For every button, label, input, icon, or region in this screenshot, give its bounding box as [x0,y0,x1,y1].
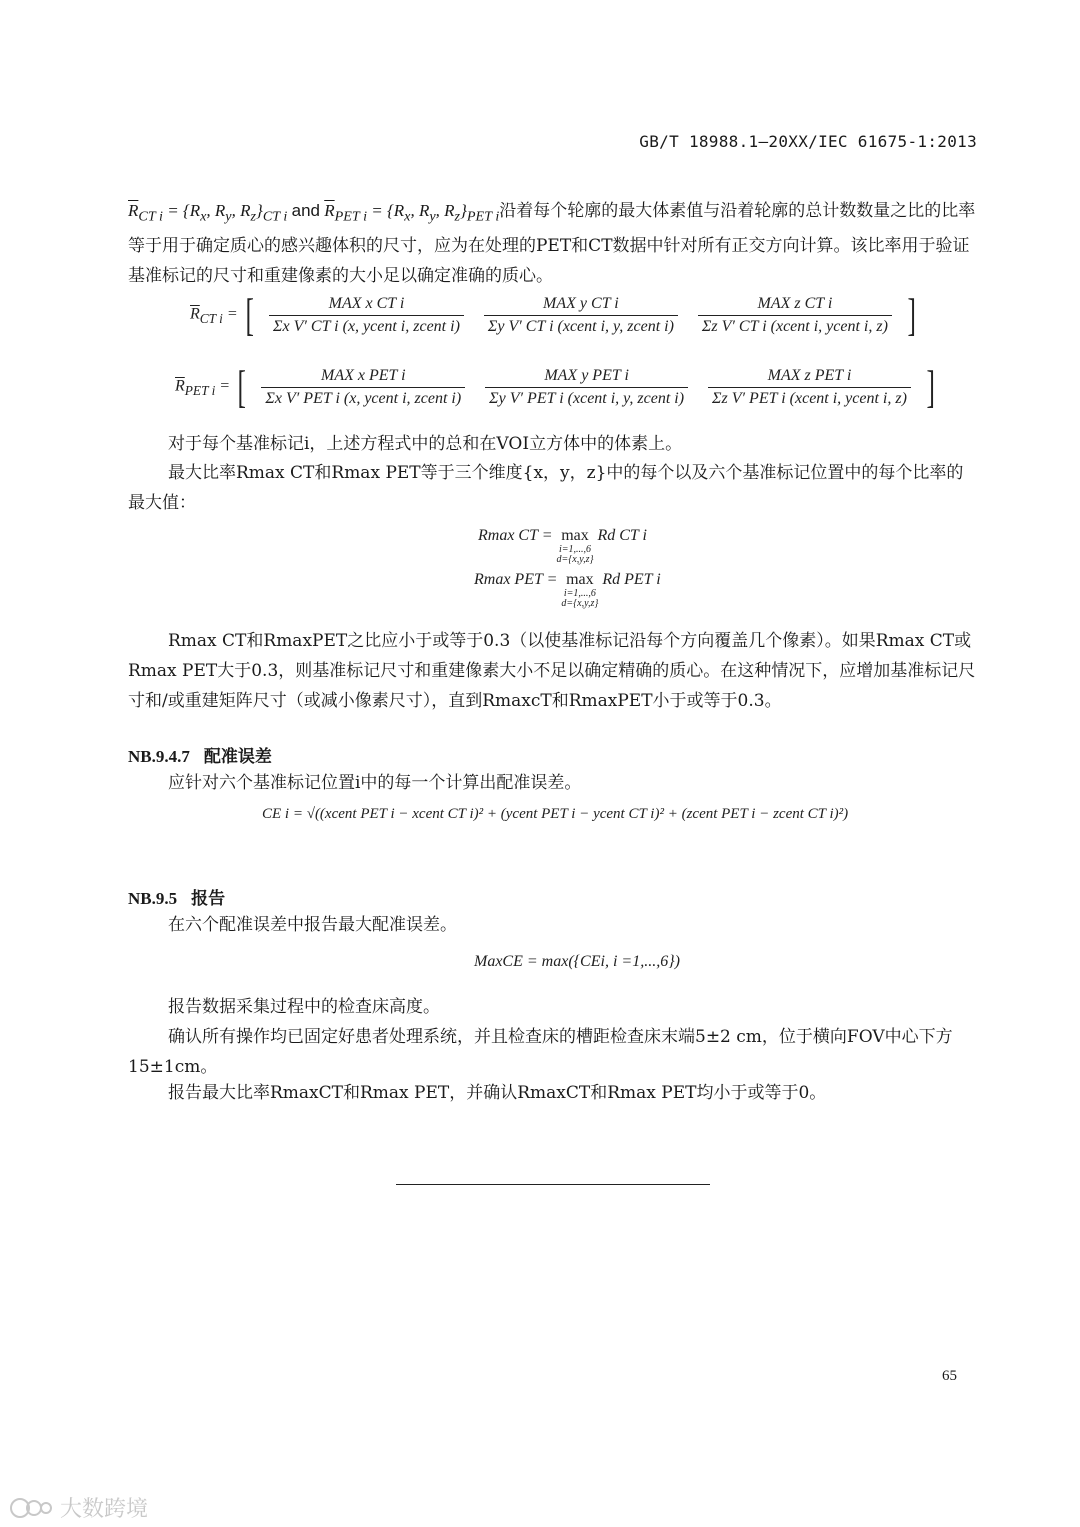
eq-intro-formula: $\overline{R}_{CT i} = \{R_x$, $R_y$, $R_z\}_{CT i}$ and $\overline{R}_{PET i} = \{R_x$, $R_y$, $R_z\}_{PET i}$ [128,201,500,225]
equation-rmax-pet: Rmax PET = max i=1,...,6 d={x,y,z} Rd PET i [474,571,661,610]
end-rule [396,1184,710,1185]
paragraph-sum-note: 对于每个基准标记i，上述方程式中的总和在VOI立方体中的体素上。 [168,434,683,454]
standard-header: GB/T 18988.1—20XX/IEC 61675-1:2013 [639,132,977,151]
paragraph-confirm-setup: 确认所有操作均已固定好患者处理系统，并且检查床的槽距检查床末端5±2 cm，位于横向FOV中心下方15±1cm。 [128,1027,953,1077]
watermark-logo-icon [8,1496,54,1520]
equation-r-pet: $\overline{R}_{PET i}$ = [ $\frac{\text{MAX x PET i}}{\text{Σx V′ PET i (x, ycent i, zcent i)}}$ $\frac{\text{MAX y PET i}}{\text{Σy V′ PET i (xcent i, y, zcent i)}}$ $\frac{\text{MAX z PET i}}{\text{Σz V′ PET i (xcent i, ycent i, z)}}$ ] [175,361,935,412]
paragraph-report-ratios: 报告最大比率RmaxCT和Rmax PET，并确认RmaxCT和Rmax PET均小于或等于0。 [168,1083,827,1103]
equation-ce: CE i = √((xcent PET i − xcent CT i)² + (ycent PET i − ycent CT i)² + (zcent PET i − zcent CT i)²) [262,806,849,822]
equation-r-ct: $\overline{R}_{CT i}$ = [ $\frac{\text{MAX x CT i}}{\text{Σx V′ CT i (x, ycent i, zcent i)}}$ $\frac{\text{MAX y CT i}}{\text{Σy V′ CT i (xcent i, y, zcent i)}}$ $\frac{\text{MAX z CT i}}{\text{Σz V′ CT i (xcent i, ycent i, z)}}$ ] [190,289,916,340]
paragraph-ratio-definition: $\overline{R}_{CT i} = \{R_x$, $R_y$, $R_z\}_{CT i}$ and $\overline{R}_{PET i} = \{R_x$, $R_y$, $R_z\}_{PET i}$沿着每个轮廓的最大体素值与沿着轮廓的总计数数量之比的比率等于用于确定质心的感兴趣体积的尺寸，应为在处理的PET和CT数据中针对所有正交方向计算。该比率用于验证基准标记的尺寸和重建像素的大小足以确定准确的质心。 [128,201,976,287]
section-heading-registration-error: NB.9.4.7 配准误差 [128,747,272,766]
page-number: 65 [942,1368,957,1384]
equation-max-ce: MaxCE = max({CEi, i =1,...,6}) [474,953,680,970]
paragraph-report-max-error: 在六个配准误差中报告最大配准误差。 [168,915,457,935]
watermark: 大数跨境 [8,1492,148,1523]
section-heading-report: NB.9.5 报告 [128,889,226,908]
paragraph-ratio-threshold: Rmax CT和RmaxPET之比应小于或等于0.3（以使基准标记沿每个方向覆盖几个像素）。如果Rmax CT或Rmax PET大于0.3，则基准标记尺寸和重建像素大小不足以确定精确的质心。在这种情况下，应增加基准标记尺寸和/或重建矩阵尺寸（或减小像素尺寸），直到RmaxcT和RmaxPET小于或等于0.3。 [128,631,976,711]
paragraph-max-ratio: 最大比率Rmax CT和Rmax PET等于三个维度{x，y，z}中的每个以及六个基准标记位置中的每个比率的最大值： [128,463,964,513]
paragraph-bed-height: 报告数据采集过程中的检查床高度。 [168,997,440,1017]
equation-rmax-ct: Rmax CT = max i=1,...,6 d={x,y,z} Rd CT i [478,527,647,566]
paragraph-registration-error: 应针对六个基准标记位置i中的每一个计算出配准误差。 [168,773,582,793]
